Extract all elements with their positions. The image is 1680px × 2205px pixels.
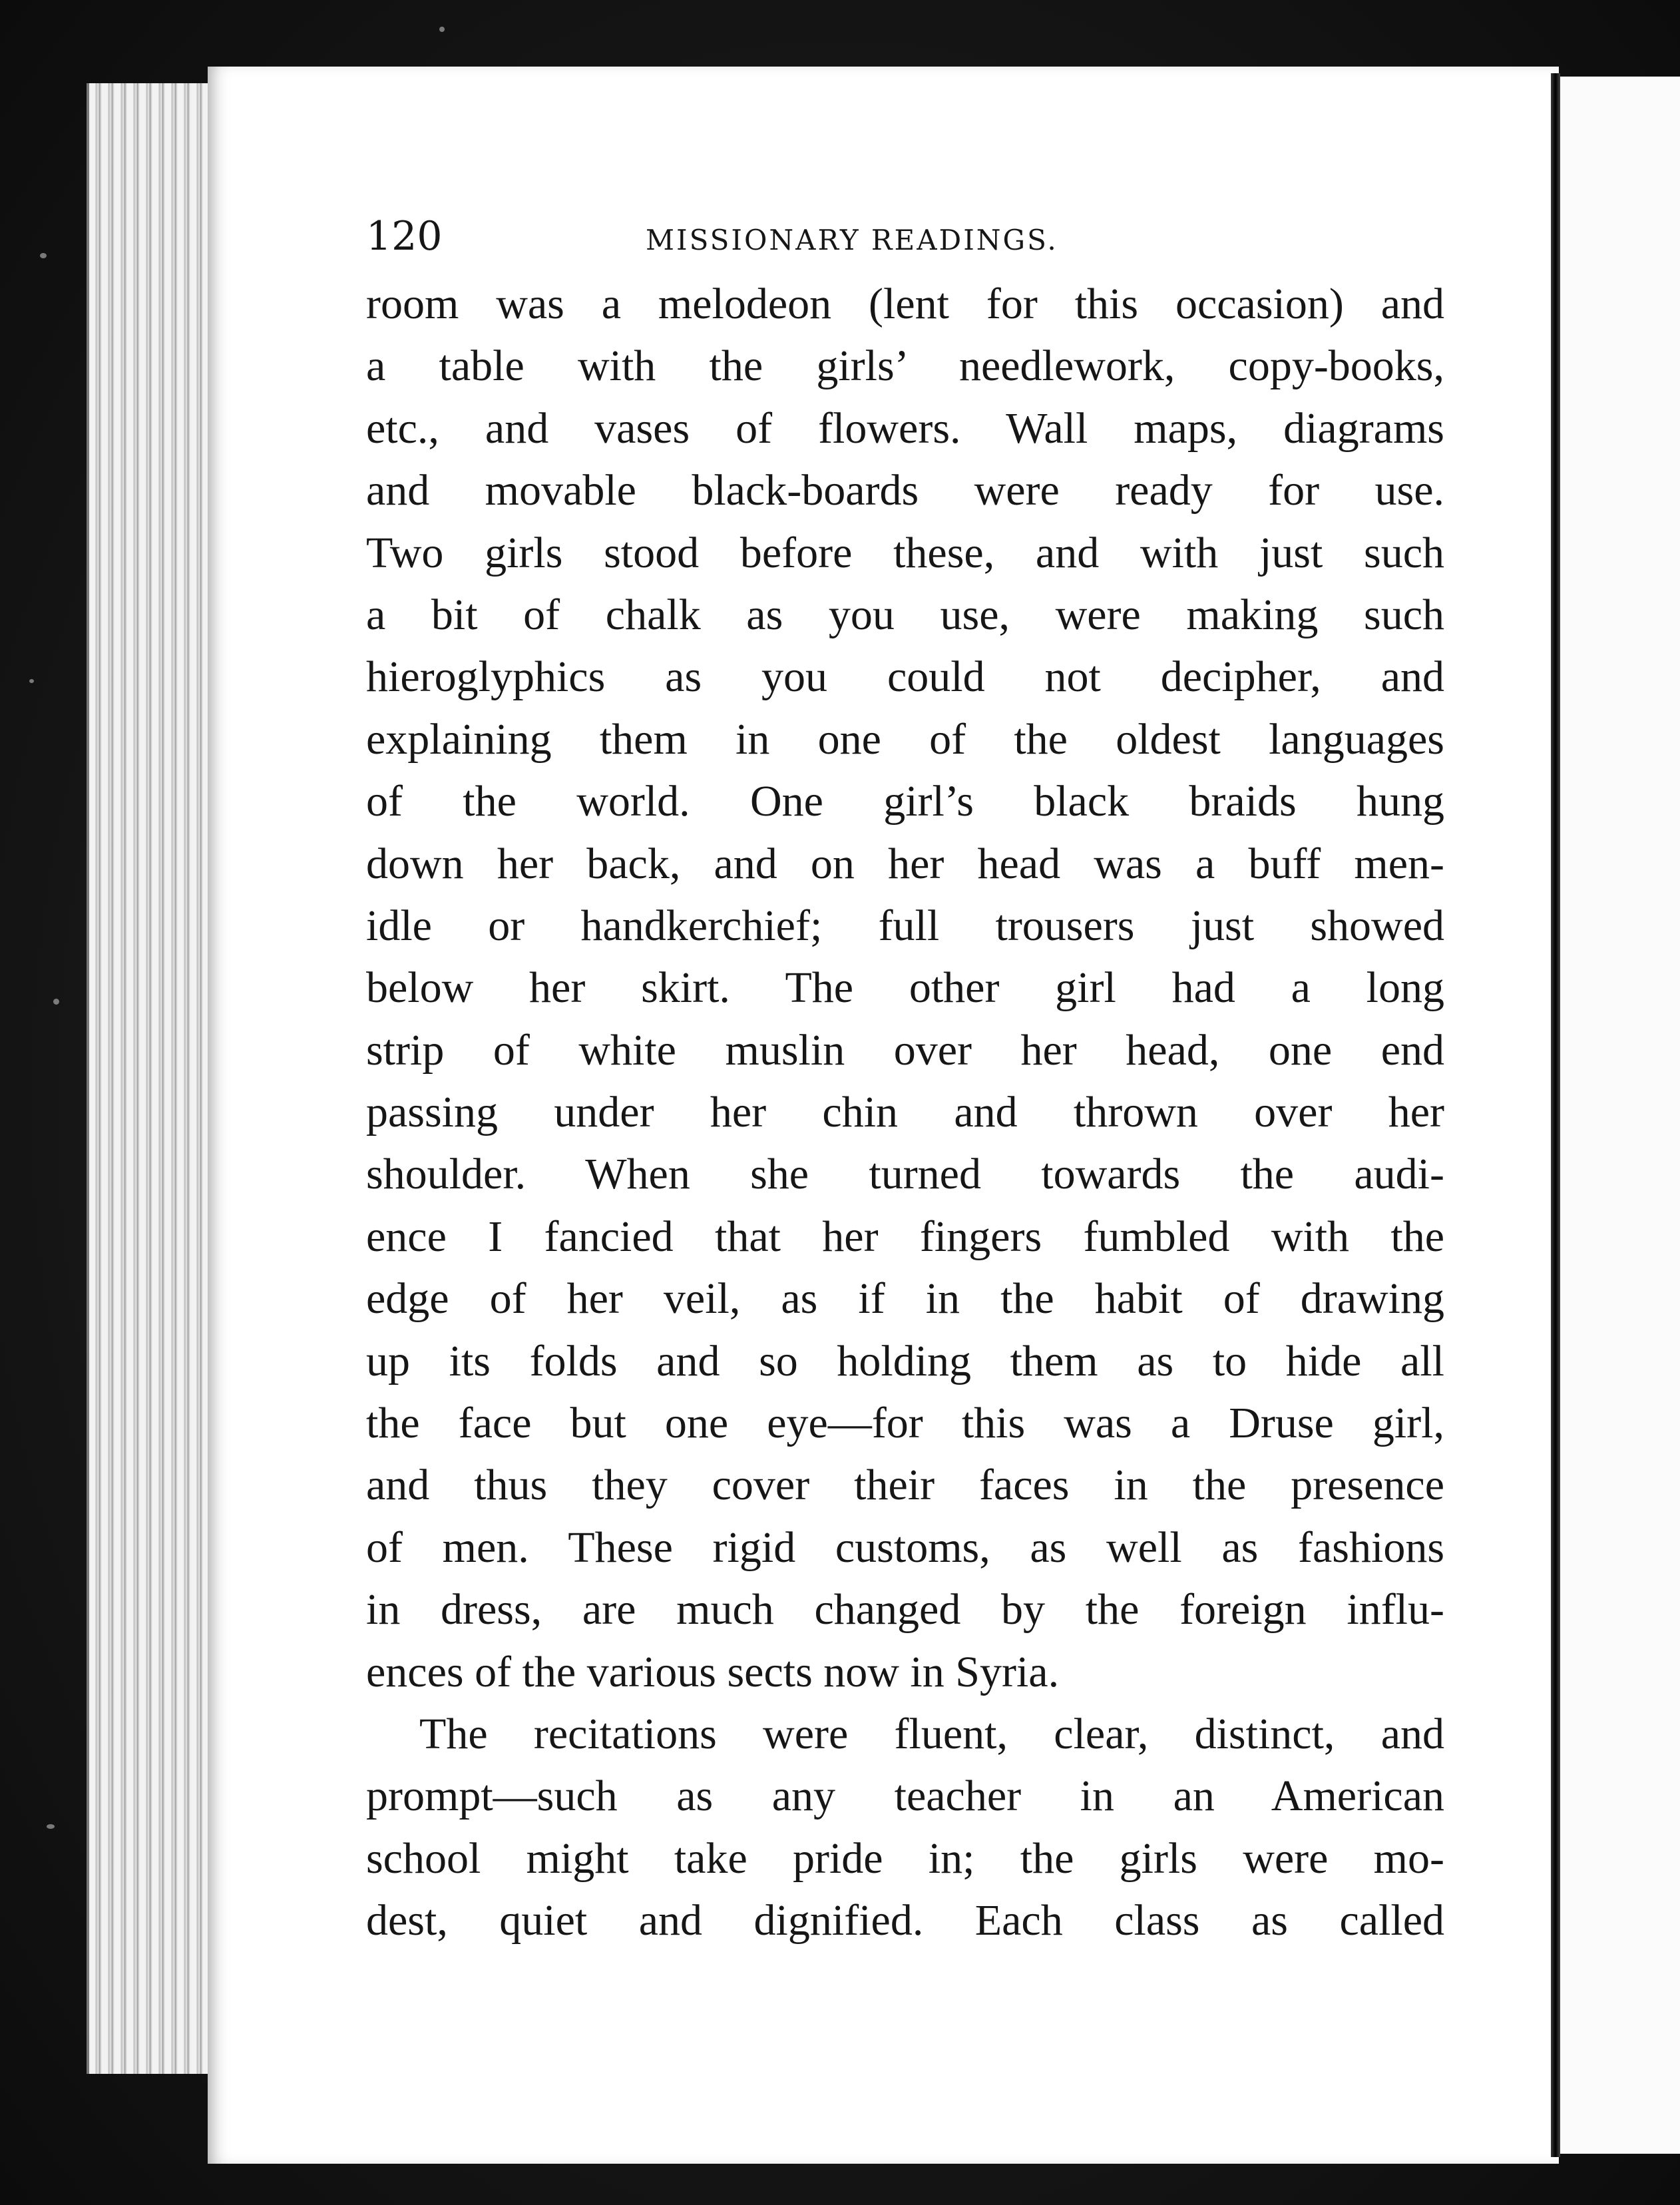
dust-speck [47, 1824, 55, 1829]
text-line: the face but one eye—for this was a Druse girl, [366, 1399, 1444, 1448]
text-line: school might take pride in; the girls were mo- [366, 1834, 1444, 1883]
body-text [366, 273, 1444, 1952]
text-line: down her back, and on her head was a buff men- [366, 839, 1444, 888]
text-line: of the world. One girl’s black braids hung [366, 777, 1444, 826]
text-line: and thus they cover their faces in the presence [366, 1461, 1444, 1510]
text-line: prompt—such as any teacher in an American [366, 1772, 1444, 1821]
text-line: up its folds and so holding them as to hide all [366, 1336, 1444, 1385]
text-line: a bit of chalk as you use, were making such [366, 590, 1444, 639]
text-line: a table with the girls’ needlework, copy-books, [366, 342, 1444, 391]
running-title: MISSIONARY READINGS. [646, 224, 1058, 256]
page-number: 120 [366, 213, 443, 260]
text-line: of men. These rigid customs, as well as fashions [366, 1523, 1444, 1572]
dust-speck [29, 679, 34, 683]
text-line: explaining them in one of the oldest languages [366, 714, 1444, 764]
text-line: and movable black-boards were ready for use. [366, 466, 1444, 515]
book-gutter [1551, 73, 1560, 2157]
text-line: etc., and vases of flowers. Wall maps, diagrams [366, 403, 1444, 453]
text-line: passing under her chin and thrown over her [366, 1088, 1444, 1137]
text-line: below her skirt. The other girl had a long [366, 963, 1444, 1013]
running-head [366, 213, 1444, 273]
text-line: hieroglyphics as you could not decipher, and [366, 652, 1444, 702]
dust-speck [40, 253, 47, 258]
text-line: shoulder. When she turned towards the audi- [366, 1150, 1444, 1199]
dust-speck [439, 27, 445, 32]
text-line: room was a melodeon (lent for this occasion) and [366, 280, 1444, 328]
text-line: edge of her veil, as if in the habit of drawing [366, 1274, 1444, 1324]
dust-speck [53, 999, 59, 1005]
text-line: ence I fancied that her fingers fumbled with the [366, 1212, 1444, 1261]
text-block [366, 213, 1444, 1952]
right-page-edge [1560, 77, 1680, 2154]
text-line: idle or handkerchief; full trousers just showed [366, 901, 1444, 950]
text-line: ences of the various sects now in Syria. [366, 1647, 1060, 1696]
text-line: in dress, are much changed by the foreign influ- [366, 1585, 1444, 1634]
text-line: Two girls stood before these, and with just such [366, 528, 1444, 577]
text-line: strip of white muslin over her head, one end [366, 1025, 1444, 1075]
paragraph-start-line: The recitations were fluent, clear, distinct, and [419, 1709, 1444, 1758]
text-line: dest, quiet and dignified. Each class as called [366, 1896, 1444, 1945]
